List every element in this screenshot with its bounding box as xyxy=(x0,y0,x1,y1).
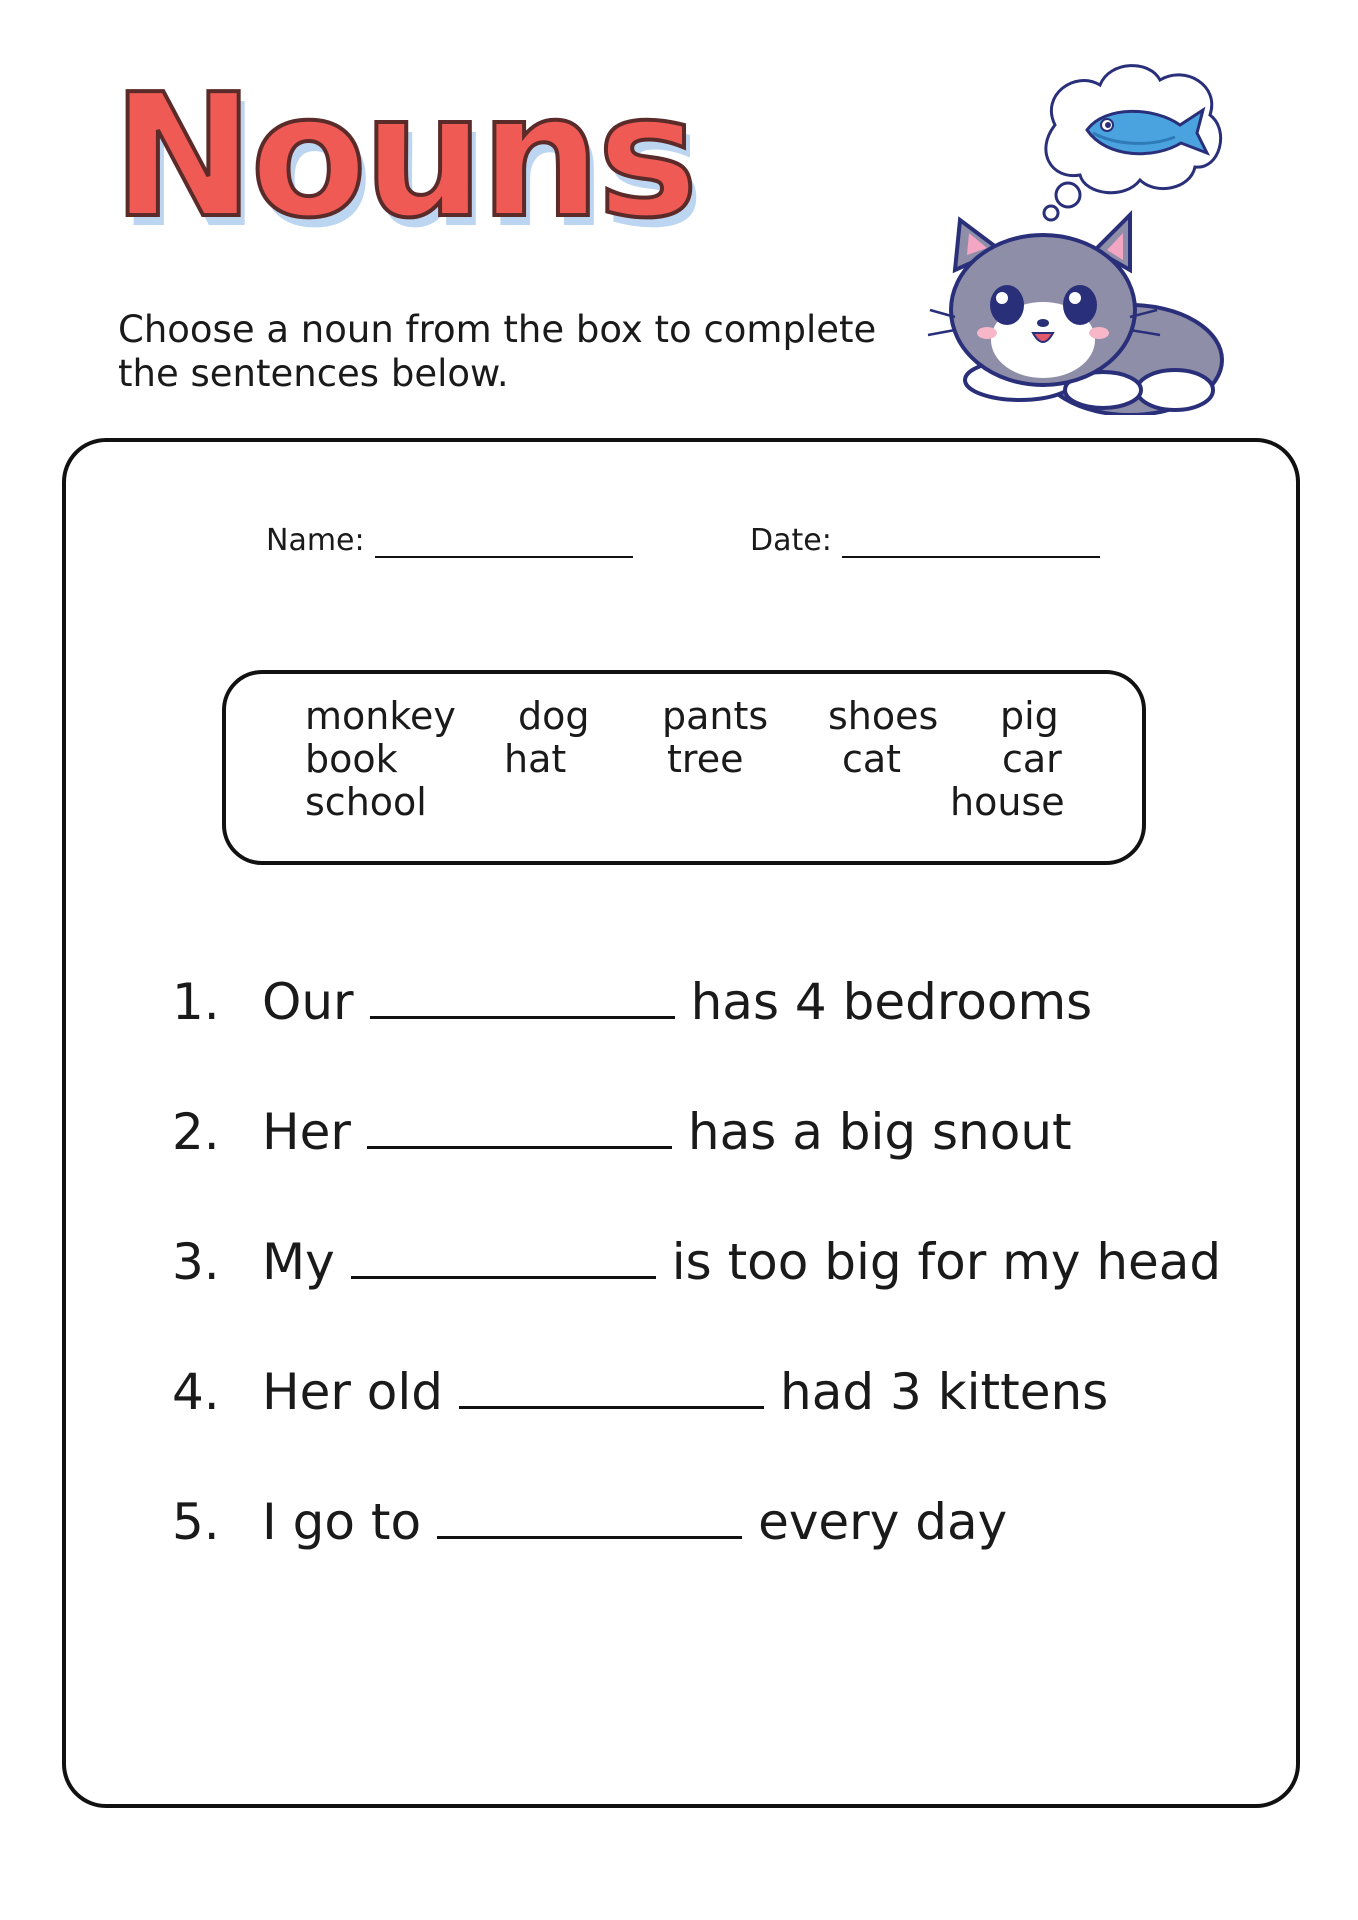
answer-blank[interactable] xyxy=(459,1362,764,1409)
instructions-text: Choose a noun from the box to complete the sentences below. xyxy=(118,308,877,395)
word-bank-item: monkey xyxy=(305,694,456,738)
sentence-number: 1. xyxy=(172,973,220,1031)
name-input-line[interactable] xyxy=(375,524,633,558)
sentence-5 xyxy=(172,1492,1008,1551)
sentence-end: had 3 kittens xyxy=(780,1363,1109,1421)
name-field[interactable] xyxy=(266,523,633,558)
word-bank-item: school xyxy=(305,780,427,824)
word-bank-item: cat xyxy=(842,737,902,781)
sentence-end: has 4 bedrooms xyxy=(690,973,1093,1031)
answer-blank[interactable] xyxy=(437,1492,742,1539)
answer-blank[interactable] xyxy=(351,1232,656,1279)
sentence-4 xyxy=(172,1362,1109,1421)
worksheet-title: Nouns xyxy=(112,58,695,256)
sentence-number: 4. xyxy=(172,1363,220,1421)
word-bank-item: book xyxy=(305,737,398,781)
answer-blank[interactable] xyxy=(367,1102,672,1149)
word-bank-item: pants xyxy=(662,694,769,738)
word-bank-item: shoes xyxy=(828,694,939,738)
sentence-start: Her old xyxy=(262,1363,444,1421)
sentence-number: 2. xyxy=(172,1103,220,1161)
word-bank-item: hat xyxy=(504,737,567,781)
sentence-end: is too big for my head xyxy=(671,1233,1222,1291)
sentence-start: Her xyxy=(262,1103,351,1161)
sentence-1 xyxy=(172,972,1093,1031)
date-field[interactable] xyxy=(750,523,1100,558)
sentence-start: I go to xyxy=(262,1493,422,1551)
word-bank-item: dog xyxy=(518,694,590,738)
word-bank-item: car xyxy=(1002,737,1062,781)
date-input-line[interactable] xyxy=(842,524,1100,558)
sentence-start: Our xyxy=(262,973,354,1031)
sentence-start: My xyxy=(262,1233,335,1291)
sentence-number: 3. xyxy=(172,1233,220,1291)
word-bank-item: house xyxy=(950,780,1065,824)
answer-blank[interactable] xyxy=(370,972,675,1019)
name-label: Name: xyxy=(266,523,365,558)
sentence-number: 5. xyxy=(172,1493,220,1551)
word-bank-item: pig xyxy=(1000,694,1059,738)
sentence-end: every day xyxy=(758,1493,1008,1551)
word-bank-item: tree xyxy=(667,737,744,781)
cat-dreaming-of-fish-icon xyxy=(925,55,1235,415)
date-label: Date: xyxy=(750,523,832,558)
sentence-3 xyxy=(172,1232,1222,1291)
sentence-2 xyxy=(172,1102,1072,1161)
sentence-end: has a big snout xyxy=(687,1103,1072,1161)
